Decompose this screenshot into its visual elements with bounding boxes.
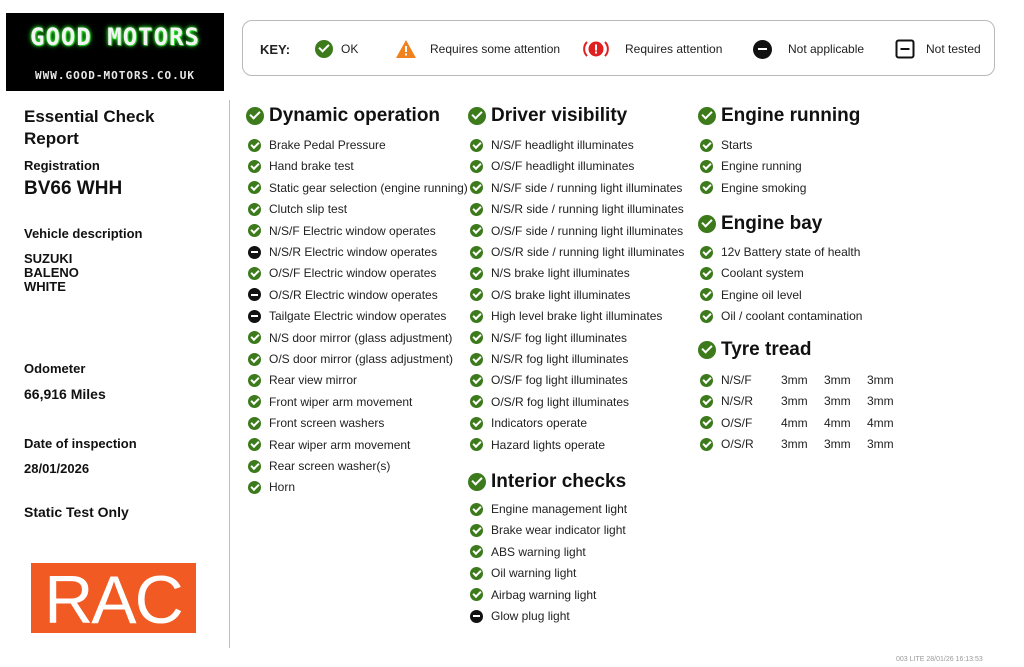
ok-check-icon (700, 288, 713, 301)
check-item (470, 201, 684, 217)
ok-check-icon (470, 524, 483, 537)
check-item (470, 265, 630, 281)
ok-check-icon (470, 438, 483, 451)
check-item (248, 308, 446, 324)
key-ok (315, 38, 358, 60)
odometer-label: Odometer (24, 361, 86, 376)
check-item (470, 372, 628, 388)
ok-check-icon (248, 331, 261, 344)
registration-value: BV66 WHH (24, 178, 123, 199)
tread-depth: 3mm (781, 437, 808, 452)
check-item-label: N/S/F fog light illuminates (491, 330, 628, 345)
check-item (470, 287, 630, 303)
ok-check-icon (248, 224, 261, 237)
check-item (470, 351, 628, 367)
check-item (700, 137, 752, 153)
tread-depth: 4mm (824, 415, 851, 430)
check-item-label: Static gear selection (engine running) (269, 180, 468, 195)
check-item (470, 587, 596, 603)
check-item-label: Oil warning light (491, 566, 577, 581)
check-item-label: O/S brake light illuminates (491, 287, 631, 302)
check-item (248, 372, 357, 388)
logo-url: WWW.GOOD-MOTORS.CO.UK (34, 69, 196, 82)
check-item-label: Engine running (721, 159, 802, 174)
vehicle-description-label: Vehicle description (24, 226, 143, 241)
check-item (700, 180, 806, 196)
check-item (470, 180, 682, 196)
brake-warning-icon (583, 38, 609, 60)
check-item (248, 351, 453, 367)
not-applicable-icon (248, 288, 261, 301)
ok-check-icon (470, 353, 483, 366)
check-item-label: O/S door mirror (glass adjustment) (269, 352, 454, 366)
key-attention-label: Requires attention (625, 42, 723, 56)
section-heading-engine_running (698, 104, 860, 128)
ok-check-icon (700, 416, 713, 429)
ok-check-icon (470, 288, 483, 301)
ok-check-icon (700, 310, 713, 323)
check-item-label: Engine management light (491, 502, 628, 516)
check-item (248, 137, 386, 153)
tyre-row (700, 372, 910, 388)
check-item-label: O/S/F Electric window operates (269, 266, 437, 281)
ok-check-icon (698, 215, 716, 233)
check-item (248, 437, 410, 453)
ok-check-icon (470, 417, 483, 430)
check-item (248, 394, 412, 410)
check-item-label: Front screen washers (269, 416, 385, 431)
vehicle-model: BALENO (24, 265, 79, 280)
check-item-label: N/S/R side / running light illuminates (491, 202, 684, 217)
check-item-label: N/S/F Electric window operates (269, 223, 436, 238)
check-item (248, 287, 438, 303)
ok-check-icon (246, 107, 264, 125)
rac-logo-text: RAC (44, 563, 182, 633)
check-item-label: ABS warning light (491, 544, 586, 559)
section-heading-engine_bay (698, 212, 822, 236)
check-item (248, 415, 384, 431)
check-item (248, 479, 295, 495)
section-heading-visibility (468, 104, 627, 128)
check-item-label: Rear screen washer(s) (269, 459, 391, 473)
ok-check-icon (700, 395, 713, 408)
ok-check-icon (700, 374, 713, 387)
check-item (248, 158, 354, 174)
check-item-label: O/S/F side / running light illuminates (491, 223, 684, 238)
tyre-row (700, 393, 910, 409)
not-applicable-icon (248, 310, 261, 323)
ok-check-icon (698, 341, 716, 359)
ok-check-icon (315, 40, 333, 58)
column-divider (229, 100, 230, 648)
check-item-label: 12v Battery state of health (721, 245, 861, 259)
check-item (470, 137, 634, 153)
check-item-label: Starts (721, 138, 753, 152)
tyre-position: N/S/F (721, 373, 752, 387)
tread-depth: 3mm (781, 373, 808, 387)
tyre-position: O/S/F (721, 415, 753, 430)
vehicle-colour: WHITE (24, 279, 66, 294)
logo-name: GOOD MOTORS (30, 23, 200, 51)
check-item (248, 265, 436, 281)
good-motors-logo (6, 13, 224, 91)
ok-check-icon (470, 267, 483, 280)
ok-check-icon (470, 395, 483, 408)
key-ok-label: OK (341, 42, 359, 56)
ok-check-icon (470, 588, 483, 601)
tyre-position: O/S/R (721, 437, 754, 452)
check-item-label: O/S/F fog light illuminates (491, 373, 628, 388)
not-applicable-icon (470, 610, 483, 623)
inspection-date-label: Date of inspection (24, 436, 137, 451)
ok-check-icon (248, 160, 261, 173)
check-item-label: N/S brake light illuminates (491, 266, 630, 281)
test-type: Static Test Only (24, 504, 129, 520)
tread-depth: 3mm (781, 394, 808, 409)
ok-check-icon (470, 503, 483, 516)
rac-wordmark-icon (31, 563, 196, 633)
check-item (470, 394, 629, 410)
key-not-applicable (753, 38, 864, 60)
check-item-label: Rear wiper arm movement (269, 437, 411, 452)
section-title: Driver visibility (491, 105, 628, 126)
check-item-label: Horn (269, 480, 296, 495)
check-item (248, 244, 437, 260)
ok-check-icon (248, 438, 261, 451)
tread-depth: 3mm (867, 437, 894, 452)
tread-depth: 3mm (867, 394, 894, 409)
warning-triangle-icon (395, 39, 417, 59)
ok-check-icon (248, 267, 261, 280)
section-heading-tyres (698, 338, 811, 362)
check-item (470, 330, 627, 346)
check-item (248, 223, 436, 239)
ok-check-icon (248, 353, 261, 366)
ok-check-icon (248, 395, 261, 408)
check-item-label: Oil / coolant contamination (721, 309, 863, 324)
ok-check-icon (248, 181, 261, 194)
check-item-label: N/S/R fog light illuminates (491, 352, 629, 366)
section-heading-dynamic (246, 104, 440, 128)
check-item (700, 158, 802, 174)
footer-stamp: 003 LITE 28/01/26 16:13:53 (896, 656, 983, 663)
ok-check-icon (248, 139, 261, 152)
check-item (470, 437, 605, 453)
tyre-row (700, 415, 910, 431)
ok-check-icon (470, 545, 483, 558)
check-item-label: O/S/R side / running light illuminates (491, 245, 685, 259)
check-item (700, 287, 802, 303)
check-item-label: N/S door mirror (glass adjustment) (269, 330, 453, 345)
check-item (470, 544, 586, 560)
odometer-value: 66,916 Miles (24, 386, 106, 402)
key-title: KEY: (260, 42, 291, 57)
ok-check-icon (700, 139, 713, 152)
ok-check-icon (470, 160, 483, 173)
key-not-tested-label: Not tested (926, 42, 981, 56)
section-title: Dynamic operation (269, 105, 441, 126)
ok-check-icon (470, 203, 483, 216)
check-item-label: Hazard lights operate (491, 437, 606, 452)
check-item-label: N/S/F side / running light illuminates (491, 180, 683, 195)
check-item-label: Front wiper arm movement (269, 394, 413, 409)
check-item-label: High level brake light illuminates (491, 309, 663, 324)
tread-depth: 4mm (867, 415, 894, 430)
check-item (700, 244, 860, 260)
check-item-label: Airbag warning light (491, 587, 597, 602)
check-item (470, 308, 662, 324)
check-item (700, 265, 804, 281)
check-item-label: O/S/R fog light illuminates (491, 394, 630, 409)
tyre-position: N/S/R (721, 394, 754, 409)
key-not-applicable-label: Not applicable (788, 42, 865, 56)
ok-check-icon (248, 374, 261, 387)
key-not-tested (895, 38, 981, 60)
check-item-label: Brake wear indicator light (491, 523, 626, 538)
check-item (470, 608, 570, 624)
key-attention (583, 38, 722, 60)
section-title: Interior checks (491, 471, 627, 492)
tyre-row (700, 436, 910, 452)
check-item (248, 458, 390, 474)
not-tested-icon (895, 39, 915, 59)
check-item (470, 223, 683, 239)
section-title: Engine running (721, 105, 861, 126)
ok-check-icon (700, 181, 713, 194)
status-key (242, 20, 995, 76)
ok-check-icon (470, 567, 483, 580)
rac-logo (31, 563, 196, 633)
ok-check-icon (698, 107, 716, 125)
check-item-label: N/S/F headlight illuminates (491, 138, 634, 152)
key-some-attention-label: Requires some attention (430, 42, 561, 56)
check-item-label: N/S/R Electric window operates (269, 245, 438, 259)
ok-check-icon (468, 473, 486, 491)
check-item (470, 522, 626, 538)
check-item-label: Engine oil level (721, 287, 802, 302)
key-some-attention (395, 38, 560, 60)
not-applicable-icon (753, 40, 772, 59)
vehicle-make: SUZUKI (24, 251, 73, 266)
check-item (470, 158, 634, 174)
ok-check-icon (700, 160, 713, 173)
ok-check-icon (700, 267, 713, 280)
check-item-label: Indicators operate (491, 416, 588, 431)
check-item-label: Tailgate Electric window operates (269, 309, 447, 324)
check-item (248, 201, 347, 217)
check-item-label: Hand brake test (269, 159, 354, 174)
tread-depth: 3mm (867, 373, 894, 387)
check-item (248, 330, 452, 346)
tread-depth: 4mm (781, 415, 808, 430)
ok-check-icon (470, 181, 483, 194)
inspection-date-value: 28/01/2026 (24, 461, 90, 476)
ok-check-icon (470, 374, 483, 387)
ok-check-icon (248, 203, 261, 216)
ok-check-icon (700, 438, 713, 451)
ok-check-icon (248, 481, 261, 494)
tread-depth: 3mm (824, 394, 851, 409)
check-item (248, 180, 468, 196)
registration-label: Registration (24, 158, 100, 173)
ok-check-icon (470, 310, 483, 323)
ok-check-icon (470, 246, 483, 259)
tread-depth: 3mm (824, 373, 851, 387)
ok-check-icon (470, 331, 483, 344)
check-item-label: O/S/R Electric window operates (269, 287, 438, 302)
ok-check-icon (468, 107, 486, 125)
section-title: Tyre tread (721, 339, 812, 360)
check-item (470, 565, 576, 581)
check-item (700, 308, 862, 324)
not-applicable-icon (248, 246, 261, 259)
check-item-label: Rear view mirror (269, 373, 358, 388)
ok-check-icon (700, 246, 713, 259)
check-item-label: Engine smoking (721, 180, 807, 195)
check-item (470, 244, 684, 260)
check-item-label: Brake Pedal Pressure (269, 138, 386, 152)
section-heading-interior (468, 470, 626, 494)
check-item-label: Clutch slip test (269, 202, 348, 217)
ok-check-icon (248, 417, 261, 430)
check-item-label: Coolant system (721, 266, 804, 281)
ok-check-icon (470, 224, 483, 237)
check-item-label: O/S/F headlight illuminates (491, 159, 635, 174)
tread-depth: 3mm (824, 437, 851, 452)
check-item (470, 501, 627, 517)
ok-check-icon (248, 460, 261, 473)
check-item (470, 415, 587, 431)
report-title: Essential Check Report (24, 107, 155, 148)
ok-check-icon (470, 139, 483, 152)
check-item-label: Glow plug light (491, 609, 570, 623)
section-title: Engine bay (721, 213, 823, 234)
